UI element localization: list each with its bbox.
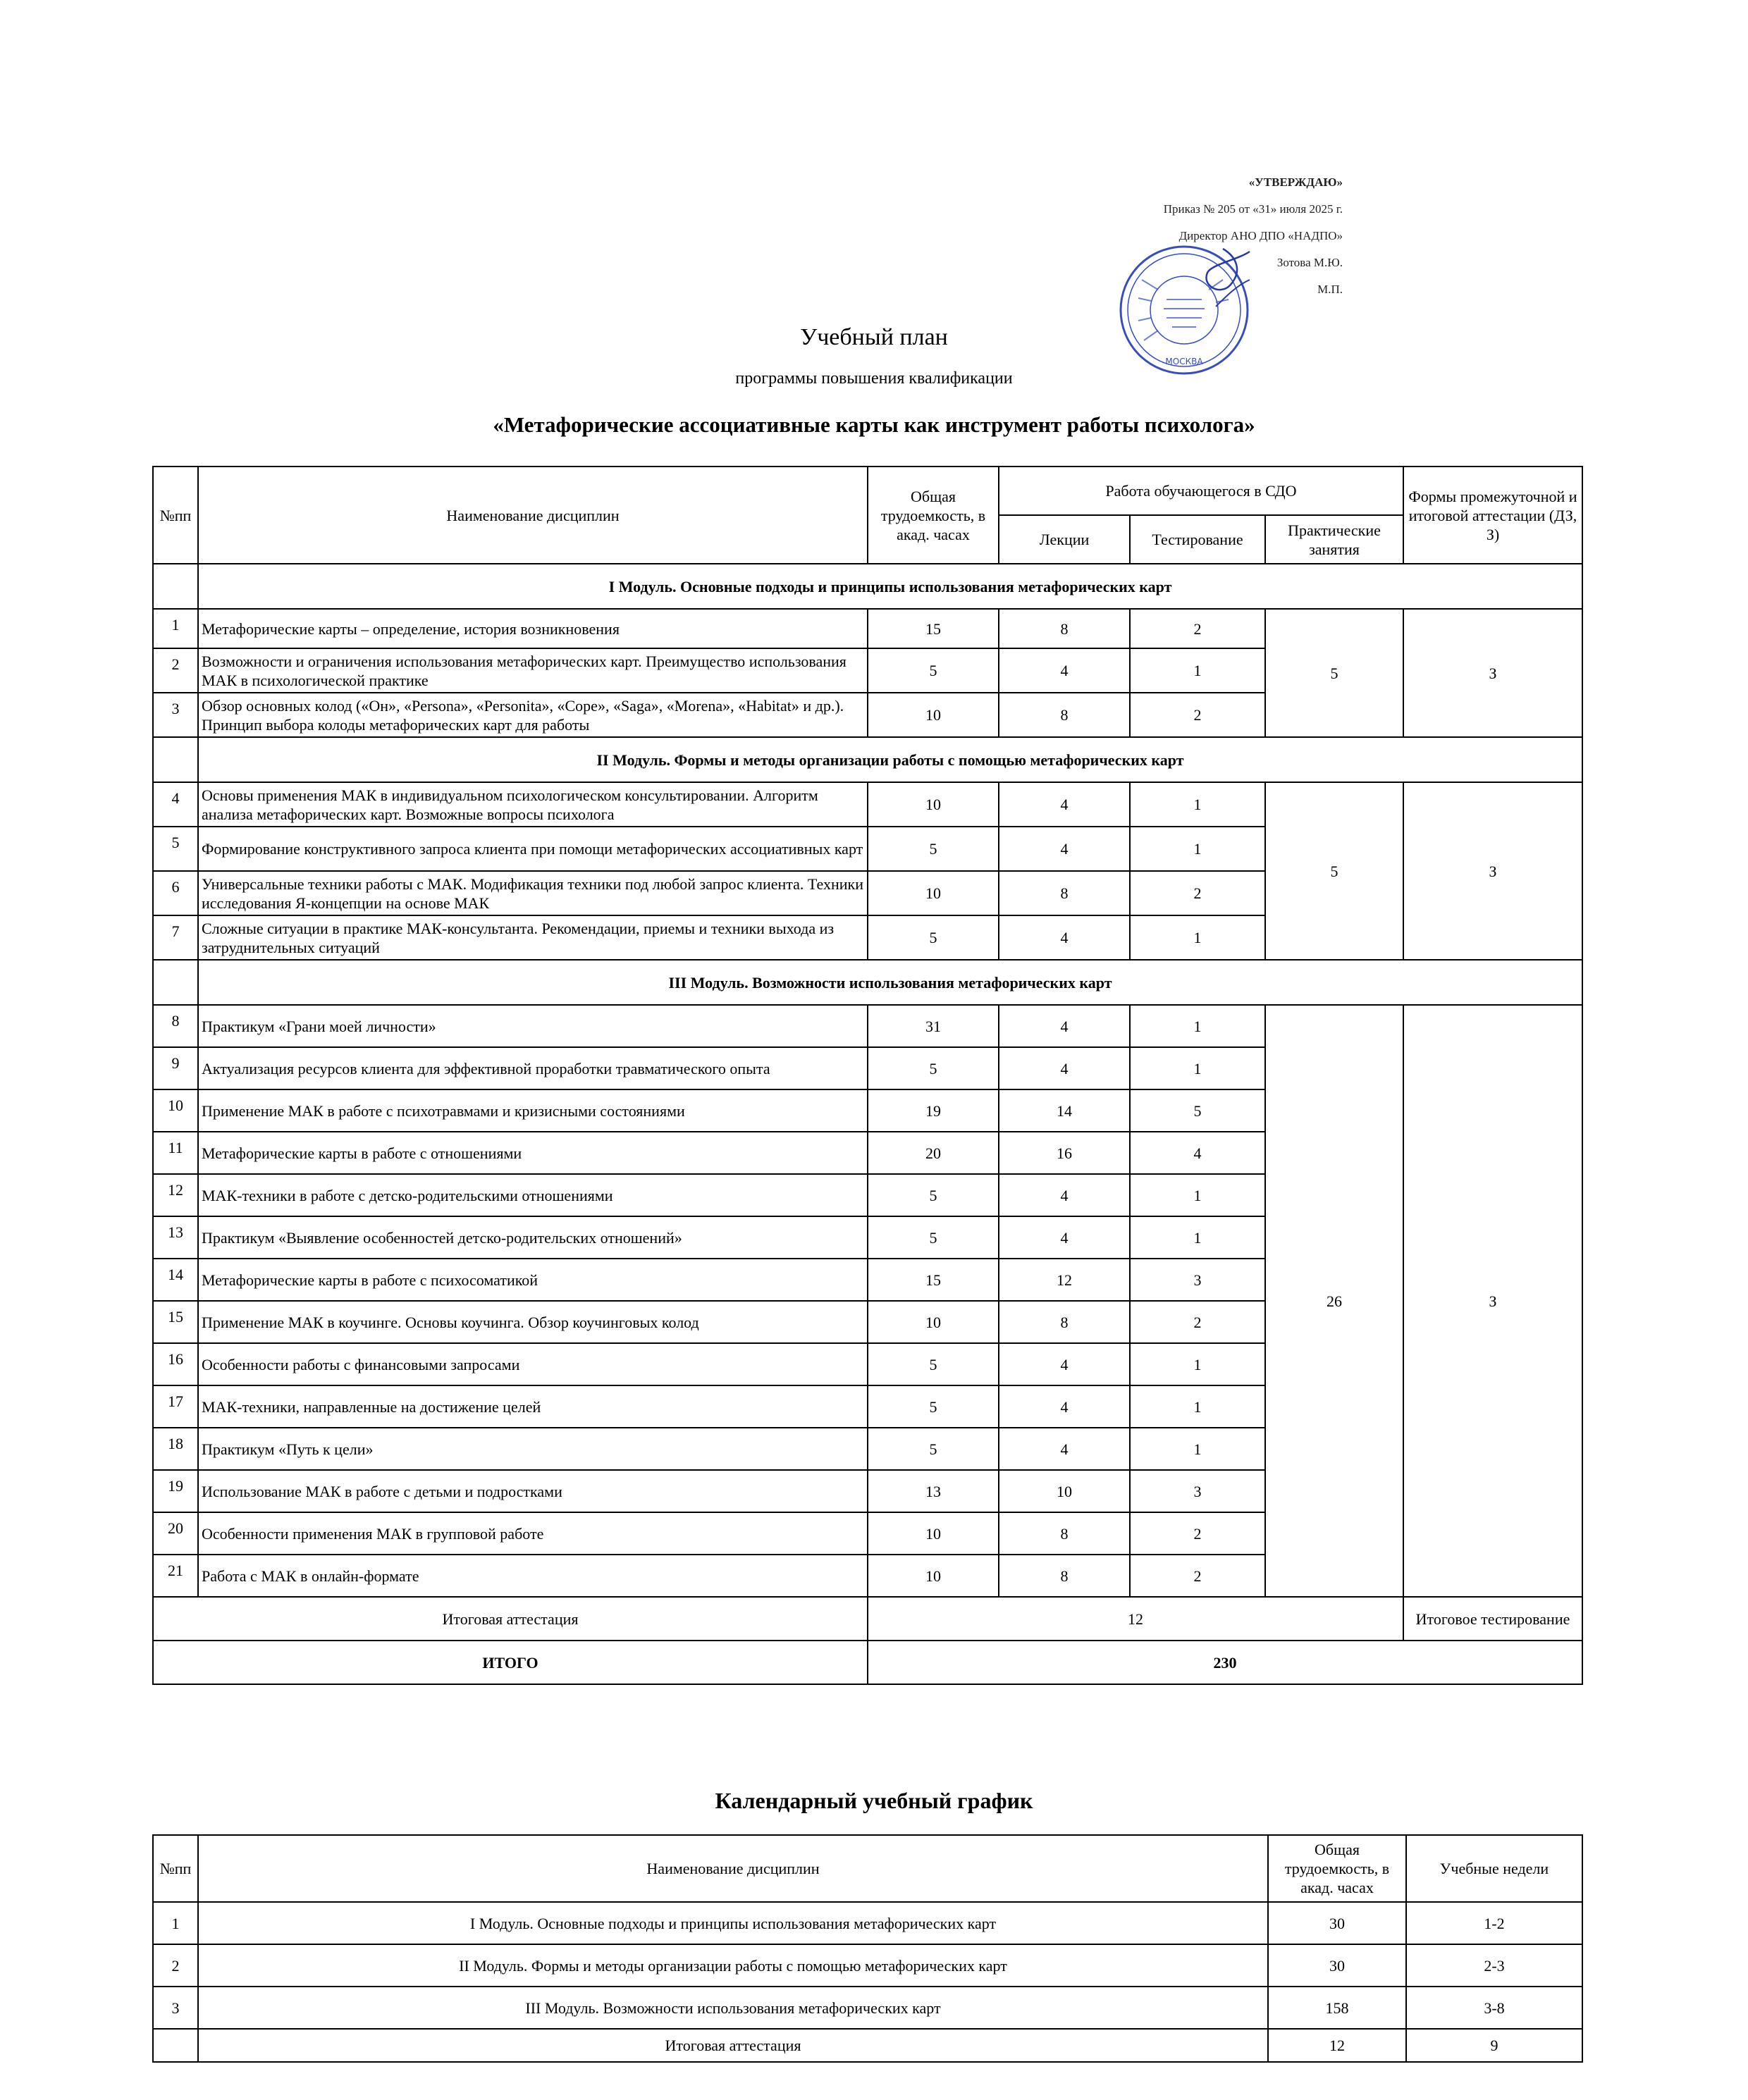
calendar-table bbox=[152, 1834, 1583, 2063]
approval-seal-mark: М.П. bbox=[1317, 283, 1343, 296]
total-hours: 15 bbox=[868, 1259, 999, 1301]
calendar-header-weeks: Учебные недели bbox=[1406, 1835, 1582, 1902]
header-practice: Практические занятия bbox=[1265, 515, 1403, 564]
row-number: 20 bbox=[153, 1512, 198, 1555]
header-num: №пп bbox=[153, 467, 198, 564]
module-title: II Модуль. Формы и методы организации работы с помощью метафорических карт bbox=[198, 737, 1582, 782]
total-hours: 5 bbox=[868, 827, 999, 871]
calendar-row-number: 2 bbox=[153, 1944, 198, 1987]
total-hours: 10 bbox=[868, 1555, 999, 1597]
total-hours: 10 bbox=[868, 871, 999, 915]
testing-hours: 1 bbox=[1130, 1216, 1265, 1259]
lecture-hours: 14 bbox=[999, 1089, 1130, 1132]
row-number: 12 bbox=[153, 1174, 198, 1216]
row-number: 6 bbox=[153, 871, 198, 915]
lecture-hours: 8 bbox=[999, 693, 1130, 737]
seal-city-label: МОСКВА bbox=[1165, 357, 1203, 366]
testing-hours: 1 bbox=[1130, 827, 1265, 871]
calendar-final-hours: 12 bbox=[1268, 2029, 1406, 2062]
testing-hours: 2 bbox=[1130, 871, 1265, 915]
practice-hours: 26 bbox=[1265, 1005, 1403, 1597]
approval-position: Директор АНО ДПО «НАДПО» bbox=[1178, 229, 1343, 242]
lecture-hours: 4 bbox=[999, 915, 1130, 960]
discipline-name: Метафорические карты в работе с отношениями bbox=[198, 1132, 868, 1174]
total-hours: 5 bbox=[868, 1216, 999, 1259]
testing-hours: 3 bbox=[1130, 1259, 1265, 1301]
final-attestation-form: Итоговое тестирование bbox=[1403, 1597, 1582, 1641]
testing-hours: 1 bbox=[1130, 1174, 1265, 1216]
practice-hours: 5 bbox=[1265, 609, 1403, 737]
calendar-header-name: Наименование дисциплин bbox=[198, 1835, 1268, 1902]
discipline-name: МАК-техники, направленные на достижение целей bbox=[198, 1385, 868, 1428]
approval-name: Зотова М.Ю. bbox=[1276, 256, 1343, 269]
calendar-header-row bbox=[153, 1835, 1582, 1902]
testing-hours: 2 bbox=[1130, 1555, 1265, 1597]
table-row bbox=[153, 609, 1582, 648]
total-hours: 10 bbox=[868, 693, 999, 737]
testing-hours: 1 bbox=[1130, 782, 1265, 827]
final-attestation-label: Итоговая аттестация bbox=[153, 1597, 868, 1641]
page-subtitle: программы повышения квалификации bbox=[735, 369, 1013, 388]
calendar-module-name: III Модуль. Возможности использования метафорических карт bbox=[198, 1987, 1268, 2029]
lecture-hours: 8 bbox=[999, 1512, 1130, 1555]
module-num-empty bbox=[153, 737, 198, 782]
testing-hours: 1 bbox=[1130, 1005, 1265, 1047]
total-hours: 5 bbox=[868, 648, 999, 693]
calendar-row-number: 1 bbox=[153, 1902, 198, 1944]
attestation-form: З bbox=[1403, 609, 1582, 737]
total-row bbox=[153, 1641, 1582, 1684]
row-number: 5 bbox=[153, 827, 198, 871]
calendar-final-row bbox=[153, 2029, 1582, 2062]
row-number: 3 bbox=[153, 693, 198, 737]
discipline-name: Использование МАК в работе с детьми и подростками bbox=[198, 1470, 868, 1512]
row-number: 15 bbox=[153, 1301, 198, 1343]
lecture-hours: 4 bbox=[999, 782, 1130, 827]
approval-title: «УТВЕРЖДАЮ» bbox=[1248, 175, 1343, 189]
testing-hours: 1 bbox=[1130, 1428, 1265, 1470]
row-number: 19 bbox=[153, 1470, 198, 1512]
module-header-row bbox=[153, 960, 1582, 1005]
curriculum-body bbox=[153, 467, 1582, 1684]
calendar-header-num: №пп bbox=[153, 1835, 198, 1902]
lecture-hours: 4 bbox=[999, 1005, 1130, 1047]
lecture-hours: 4 bbox=[999, 1428, 1130, 1470]
row-number: 11 bbox=[153, 1132, 198, 1174]
total-hours: 10 bbox=[868, 1301, 999, 1343]
discipline-name: Практикум «Путь к цели» bbox=[198, 1428, 868, 1470]
module-num-empty bbox=[153, 960, 198, 1005]
calendar-final-label: Итоговая аттестация bbox=[198, 2029, 1268, 2062]
row-number: 7 bbox=[153, 915, 198, 960]
module-title: I Модуль. Основные подходы и принципы использования метафорических карт bbox=[198, 564, 1582, 609]
total-label: ИТОГО bbox=[153, 1641, 868, 1684]
header-name: Наименование дисциплин bbox=[198, 467, 868, 564]
calendar-row bbox=[153, 1944, 1582, 1987]
calendar-title: Календарный учебный график bbox=[715, 1788, 1033, 1813]
total-hours: 5 bbox=[868, 1047, 999, 1089]
lecture-hours: 4 bbox=[999, 827, 1130, 871]
module-title: III Модуль. Возможности использования метафорических карт bbox=[198, 960, 1582, 1005]
header-lectures: Лекции bbox=[999, 515, 1130, 564]
row-number: 8 bbox=[153, 1005, 198, 1047]
testing-hours: 1 bbox=[1130, 1047, 1265, 1089]
row-number: 16 bbox=[153, 1343, 198, 1385]
lecture-hours: 4 bbox=[999, 1343, 1130, 1385]
lecture-hours: 12 bbox=[999, 1259, 1130, 1301]
discipline-name: Работа с МАК в онлайн-формате bbox=[198, 1555, 868, 1597]
approval-order: Приказ № 205 от «31» июля 2025 г. bbox=[1163, 202, 1343, 216]
attestation-form: З bbox=[1403, 1005, 1582, 1597]
header-work: Работа обучающегося в СДО bbox=[999, 467, 1403, 515]
discipline-name: Возможности и ограничения использования метафорических карт. Преимущество использования МАК в психологической практике bbox=[198, 648, 868, 693]
table-row bbox=[153, 782, 1582, 827]
row-number: 2 bbox=[153, 648, 198, 693]
module-num-empty bbox=[153, 564, 198, 609]
testing-hours: 2 bbox=[1130, 693, 1265, 737]
discipline-name: Практикум «Грани моей личности» bbox=[198, 1005, 868, 1047]
practice-hours: 5 bbox=[1265, 782, 1403, 960]
lecture-hours: 16 bbox=[999, 1132, 1130, 1174]
attestation-form: З bbox=[1403, 782, 1582, 960]
official-seal-icon bbox=[1117, 243, 1251, 377]
row-number: 14 bbox=[153, 1259, 198, 1301]
final-attestation-row bbox=[153, 1597, 1582, 1641]
lecture-hours: 8 bbox=[999, 609, 1130, 648]
lecture-hours: 4 bbox=[999, 1385, 1130, 1428]
header-total: Общая трудоемкость, в акад. часах bbox=[868, 467, 999, 564]
discipline-name: Актуализация ресурсов клиента для эффективной проработки травматического опыта bbox=[198, 1047, 868, 1089]
calendar-row-number: 3 bbox=[153, 1987, 198, 2029]
lecture-hours: 8 bbox=[999, 1555, 1130, 1597]
discipline-name: Метафорические карты в работе с психосоматикой bbox=[198, 1259, 868, 1301]
total-hours: 31 bbox=[868, 1005, 999, 1047]
table-row bbox=[153, 1005, 1582, 1047]
discipline-name: Особенности применения МАК в групповой работе bbox=[198, 1512, 868, 1555]
lecture-hours: 8 bbox=[999, 1301, 1130, 1343]
discipline-name: Применение МАК в коучинге. Основы коучинга. Обзор коучинговых колод bbox=[198, 1301, 868, 1343]
calendar-header-total: Общая трудоемкость, в акад. часах bbox=[1268, 1835, 1406, 1902]
total-hours: 5 bbox=[868, 1343, 999, 1385]
testing-hours: 1 bbox=[1130, 1343, 1265, 1385]
row-number: 17 bbox=[153, 1385, 198, 1428]
curriculum-table bbox=[152, 466, 1583, 1685]
total-hours: 19 bbox=[868, 1089, 999, 1132]
total-hours: 15 bbox=[868, 609, 999, 648]
calendar-weeks: 3-8 bbox=[1406, 1987, 1582, 2029]
lecture-hours: 4 bbox=[999, 1174, 1130, 1216]
row-number: 13 bbox=[153, 1216, 198, 1259]
lecture-hours: 4 bbox=[999, 1216, 1130, 1259]
calendar-weeks: 1-2 bbox=[1406, 1902, 1582, 1944]
discipline-name: Формирование конструктивного запроса клиента при помощи метафорических ассоциативных карт bbox=[198, 827, 868, 871]
program-title: «Метафорические ассоциативные карты как инструмент работы психолога» bbox=[493, 412, 1255, 437]
discipline-name: МАК-техники в работе с детско-родительскими отношениями bbox=[198, 1174, 868, 1216]
calendar-weeks: 2-3 bbox=[1406, 1944, 1582, 1987]
total-hours: 10 bbox=[868, 1512, 999, 1555]
discipline-name: Основы применения МАК в индивидуальном психологическом консультировании. Алгоритм анализа метафорических карт. Возможные вопросы психолога bbox=[198, 782, 868, 827]
total-hours: 5 bbox=[868, 1428, 999, 1470]
discipline-name: Практикум «Выявление особенностей детско-родительских отношений» bbox=[198, 1216, 868, 1259]
total-hours: 5 bbox=[868, 1385, 999, 1428]
lecture-hours: 4 bbox=[999, 1047, 1130, 1089]
total-hours: 5 bbox=[868, 1174, 999, 1216]
calendar-module-name: II Модуль. Формы и методы организации работы с помощью метафорических карт bbox=[198, 1944, 1268, 1987]
discipline-name: Применение МАК в работе с психотравмами и кризисными состояниями bbox=[198, 1089, 868, 1132]
row-number: 4 bbox=[153, 782, 198, 827]
testing-hours: 3 bbox=[1130, 1470, 1265, 1512]
testing-hours: 1 bbox=[1130, 1385, 1265, 1428]
calendar-module-name: I Модуль. Основные подходы и принципы использования метафорических карт bbox=[198, 1902, 1268, 1944]
row-number: 9 bbox=[153, 1047, 198, 1089]
row-number: 18 bbox=[153, 1428, 198, 1470]
testing-hours: 2 bbox=[1130, 1512, 1265, 1555]
calendar-total-hours: 30 bbox=[1268, 1944, 1406, 1987]
calendar-final-weeks: 9 bbox=[1406, 2029, 1582, 2062]
total-hours-value: 230 bbox=[868, 1641, 1582, 1684]
total-hours: 10 bbox=[868, 782, 999, 827]
discipline-name: Универсальные техники работы с МАК. Модификация техники под любой запрос клиента. Техники исследования Я-концепции на основе МАК bbox=[198, 871, 868, 915]
testing-hours: 5 bbox=[1130, 1089, 1265, 1132]
discipline-name: Обзор основных колод («Он», «Persona», «Personita», «Cope», «Saga», «Morena», «Habitat» и др.). Принцип выбора колоды метафорических карт для работы bbox=[198, 693, 868, 737]
module-header-row bbox=[153, 737, 1582, 782]
calendar-row bbox=[153, 1902, 1582, 1944]
calendar-row bbox=[153, 1987, 1582, 2029]
page-title: Учебный план bbox=[800, 324, 948, 350]
calendar-body bbox=[153, 1835, 1582, 2062]
discipline-name: Метафорические карты – определение, история возникновения bbox=[198, 609, 868, 648]
lecture-hours: 10 bbox=[999, 1470, 1130, 1512]
testing-hours: 1 bbox=[1130, 648, 1265, 693]
lecture-hours: 8 bbox=[999, 871, 1130, 915]
lecture-hours: 4 bbox=[999, 648, 1130, 693]
discipline-name: Сложные ситуации в практике МАК-консультанта. Рекомендации, приемы и техники выхода из затруднительных ситуаций bbox=[198, 915, 868, 960]
testing-hours: 1 bbox=[1130, 915, 1265, 960]
module-header-row bbox=[153, 564, 1582, 609]
calendar-final-num-empty bbox=[153, 2029, 198, 2062]
discipline-name: Особенности работы с финансовыми запросами bbox=[198, 1343, 868, 1385]
testing-hours: 4 bbox=[1130, 1132, 1265, 1174]
total-hours: 13 bbox=[868, 1470, 999, 1512]
testing-hours: 2 bbox=[1130, 609, 1265, 648]
total-hours: 20 bbox=[868, 1132, 999, 1174]
calendar-total-hours: 158 bbox=[1268, 1987, 1406, 2029]
header-forms: Формы промежуточной и итоговой аттестации (ДЗ, З) bbox=[1403, 467, 1582, 564]
final-attestation-hours: 12 bbox=[868, 1597, 1403, 1641]
row-number: 10 bbox=[153, 1089, 198, 1132]
header-row bbox=[153, 467, 1582, 515]
header-testing: Тестирование bbox=[1130, 515, 1265, 564]
testing-hours: 2 bbox=[1130, 1301, 1265, 1343]
calendar-total-hours: 30 bbox=[1268, 1902, 1406, 1944]
row-number: 21 bbox=[153, 1555, 198, 1597]
row-number: 1 bbox=[153, 609, 198, 648]
total-hours: 5 bbox=[868, 915, 999, 960]
